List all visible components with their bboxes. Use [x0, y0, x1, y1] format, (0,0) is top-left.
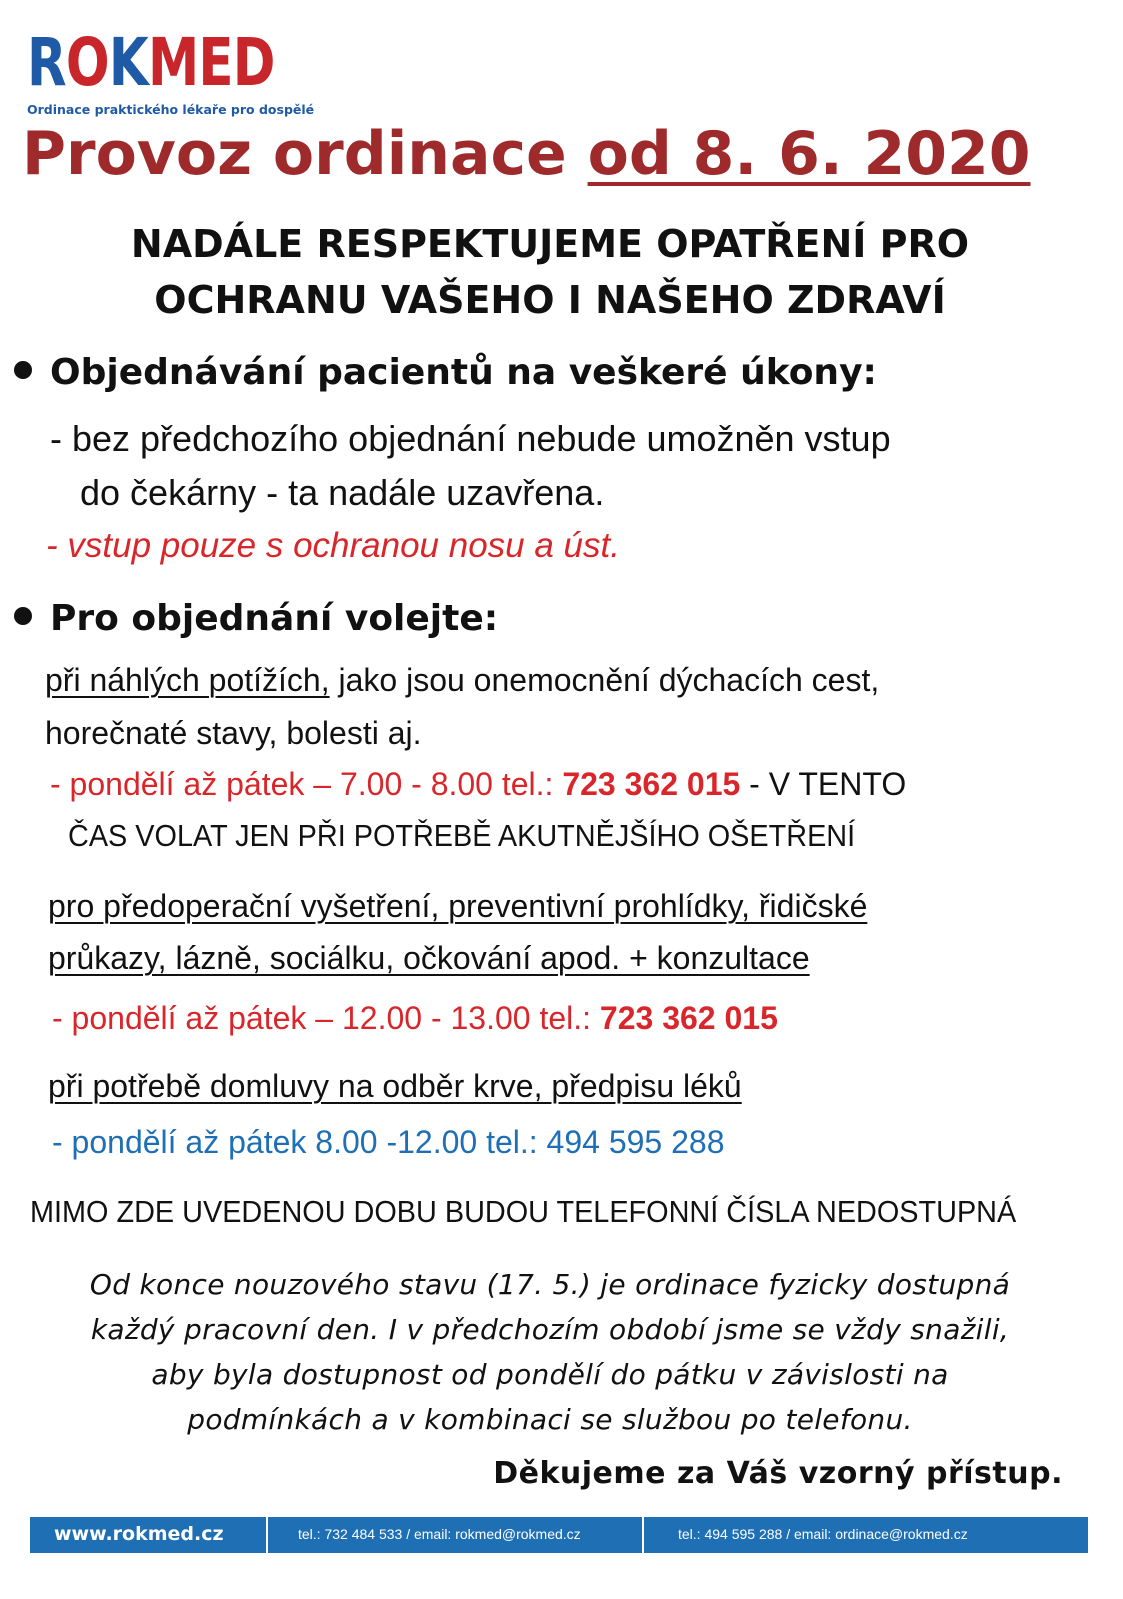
acute-warning: ČAS VOLAT JEN PŘI POTŘEBĚ AKUTNĚJŠÍHO OŠETŘENÍ [68, 818, 856, 853]
blood-description: při potřebě domluvy na odběr krve, předpisu léků [48, 1068, 742, 1104]
footer-bar [30, 1517, 1088, 1553]
section-ordering-title: Objednávání pacientů na veškeré úkony: [14, 352, 877, 393]
bullet-icon [14, 361, 32, 379]
unavailable-notice: MIMO ZDE UVEDENOU DOBU BUDOU TELEFONNÍ ČÍSLA NEDOSTUPNÁ [30, 1194, 1017, 1229]
ordering-rule-line-1: - bez předchozího objednání nebude umožněn vstup [50, 418, 891, 459]
closing-line-1: Od konce nouzového stavu (17. 5.) je ordinace fyzicky dostupná [89, 1268, 1011, 1301]
mask-requirement: - vstup pouze s ochranou nosu a úst. [46, 526, 620, 565]
logo-wordmark: ROKMED [27, 24, 275, 101]
notice-line-1: NADÁLE RESPEKTUJEME OPATŘENÍ PRO [130, 222, 970, 266]
preventive-hours: - pondělí až pátek – 12.00 - 13.00 tel.: 723 362 015 [52, 1000, 778, 1036]
cross-icon: O [65, 24, 109, 101]
footer-contact-1[interactable]: tel.: 732 484 533 / email: rokmed@rokmed.cz [298, 1526, 581, 1542]
footer-divider [266, 1517, 268, 1553]
bullet-icon [14, 607, 32, 625]
blood-hours: - pondělí až pátek 8.00 -12.00 tel.: 494 595 288 [52, 1124, 725, 1160]
ordering-rule-line-2: do čekárny - ta nadále uzavřena. [80, 472, 605, 513]
preventive-phone: 723 362 015 [599, 1000, 778, 1036]
acute-phone: 723 362 015 [562, 766, 741, 802]
section-call-title: Pro objednání volejte: [14, 598, 498, 639]
notice-line-2: OCHRANU VAŠEHO I NAŠEHO ZDRAVÍ [154, 278, 946, 322]
closing-line-4: podmínkách a v kombinaci se službou po telefonu. [187, 1403, 913, 1436]
page-title: Provoz ordinace od 8. 6. 2020 [22, 119, 1031, 189]
closing-line-3: aby byla dostupnost od pondělí do pátku v závislosti na [151, 1358, 949, 1391]
acute-description-line-2: horečnaté stavy, bolesti aj. [45, 715, 422, 751]
logo-subtitle: Ordinace praktického lékaře pro dospělé [27, 102, 315, 117]
page-title-date: od 8. 6. 2020 [587, 119, 1031, 189]
preventive-description-line-2: průkazy, lázně, sociálku, očkování apod. + konzultace [48, 940, 810, 976]
website-link[interactable]: www.rokmed.cz [54, 1523, 224, 1545]
footer-divider [642, 1517, 644, 1553]
thanks-text: Děkujeme za Váš vzorný přístup. [493, 1456, 1063, 1491]
closing-line-2: každý pracovní den. I v předchozím období jsme se vždy snažili, [90, 1313, 1010, 1346]
preventive-description-line-1: pro předoperační vyšetření, preventivní prohlídky, řidičské [48, 888, 868, 924]
acute-description-line-1: při náhlých potížích, jako jsou onemocnění dýchacích cest, [45, 662, 880, 698]
footer-contact-2[interactable]: tel.: 494 595 288 / email: ordinace@rokmed.cz [678, 1526, 968, 1542]
logo [27, 24, 345, 117]
acute-hours: - pondělí až pátek – 7.00 - 8.00 tel.: 723 362 015 - V TENTO [50, 766, 907, 802]
